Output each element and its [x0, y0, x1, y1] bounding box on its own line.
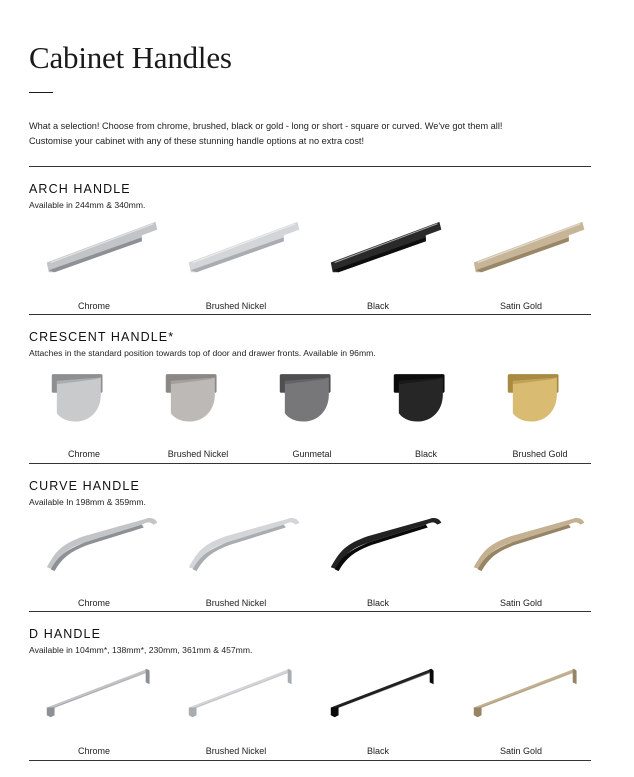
- handle-image: [466, 216, 596, 280]
- handle-image: [39, 216, 169, 280]
- finish-label: Satin Gold: [499, 301, 543, 311]
- handle-image: [323, 661, 453, 725]
- finish-label: Brushed Nickel: [205, 598, 267, 608]
- handle-image: [39, 661, 169, 725]
- section-divider: [29, 166, 591, 167]
- product-item: [143, 364, 253, 459]
- handle-image: [39, 513, 169, 577]
- section-subtitle: Available In 198mm & 359mm.: [29, 497, 146, 507]
- finish-label: Brushed Nickel: [205, 301, 267, 311]
- finish-label: Chrome: [67, 449, 100, 459]
- handle-image: [501, 364, 611, 430]
- product-item: [456, 216, 586, 311]
- intro-line: What a selection! Choose from chrome, brushed, black or gold - long or short - square or curved. We've got them all!: [29, 121, 503, 131]
- handle-image: [466, 661, 596, 725]
- section-divider: [29, 314, 591, 315]
- handle-image: [181, 661, 311, 725]
- product-item: [29, 513, 159, 608]
- finish-label: Brushed Nickel: [167, 449, 229, 459]
- product-item: [456, 513, 586, 608]
- product-item: [29, 216, 159, 311]
- finish-label: Black: [366, 746, 389, 756]
- handle-image: [323, 513, 453, 577]
- handle-image: [181, 216, 311, 280]
- product-item: [171, 216, 301, 311]
- section-title: CRESCENT HANDLE*: [29, 330, 175, 344]
- section-title: ARCH HANDLE: [29, 182, 131, 196]
- handle-image: [323, 216, 453, 280]
- section-subtitle: Available in 104mm*, 138mm*, 230mm, 361mm & 457mm.: [29, 645, 253, 655]
- finish-label: Black: [366, 301, 389, 311]
- handle-image: [45, 364, 155, 430]
- finish-label: Satin Gold: [499, 598, 543, 608]
- product-item: [171, 513, 301, 608]
- product-item: [485, 364, 595, 459]
- finish-label: Black: [366, 598, 389, 608]
- product-item: [313, 216, 443, 311]
- finish-label: Chrome: [77, 301, 110, 311]
- section-d-handle: [29, 627, 591, 775]
- finish-label: Gunmetal: [292, 449, 332, 459]
- title-underline: [29, 92, 53, 93]
- section-divider: [29, 463, 591, 464]
- product-item: [371, 364, 481, 459]
- product-item: [29, 661, 159, 756]
- handle-image: [387, 364, 497, 430]
- section-title: D HANDLE: [29, 627, 102, 641]
- intro-text: [29, 119, 502, 149]
- product-item: [171, 661, 301, 756]
- section-curve-handle: [29, 479, 591, 627]
- finish-label: Black: [414, 449, 437, 459]
- product-item: [29, 364, 139, 459]
- product-item: [313, 661, 443, 756]
- section-divider: [29, 611, 591, 612]
- finish-label: Chrome: [77, 746, 110, 756]
- intro-line: Customise your cabinet with any of these stunning handle options at no extra cost!: [29, 136, 365, 146]
- page-title: Cabinet Handles: [29, 40, 232, 75]
- handle-image: [181, 513, 311, 577]
- product-item: [456, 661, 586, 756]
- section-crescent-handle: [29, 330, 591, 478]
- section-title: CURVE HANDLE: [29, 479, 140, 493]
- handle-image: [273, 364, 383, 430]
- section-divider: [29, 760, 591, 761]
- section-arch-handle: [29, 182, 591, 330]
- section-subtitle: Attaches in the standard position towards top of door and drawer fronts. Available in 96mm.: [29, 348, 376, 358]
- section-subtitle: Available in 244mm & 340mm.: [29, 200, 146, 210]
- finish-label: Brushed Nickel: [205, 746, 267, 756]
- handle-image: [466, 513, 596, 577]
- product-item: [257, 364, 367, 459]
- finish-label: Chrome: [77, 598, 110, 608]
- finish-label: Satin Gold: [499, 746, 543, 756]
- product-item: [313, 513, 443, 608]
- finish-label: Brushed Gold: [512, 449, 568, 459]
- handle-image: [159, 364, 269, 430]
